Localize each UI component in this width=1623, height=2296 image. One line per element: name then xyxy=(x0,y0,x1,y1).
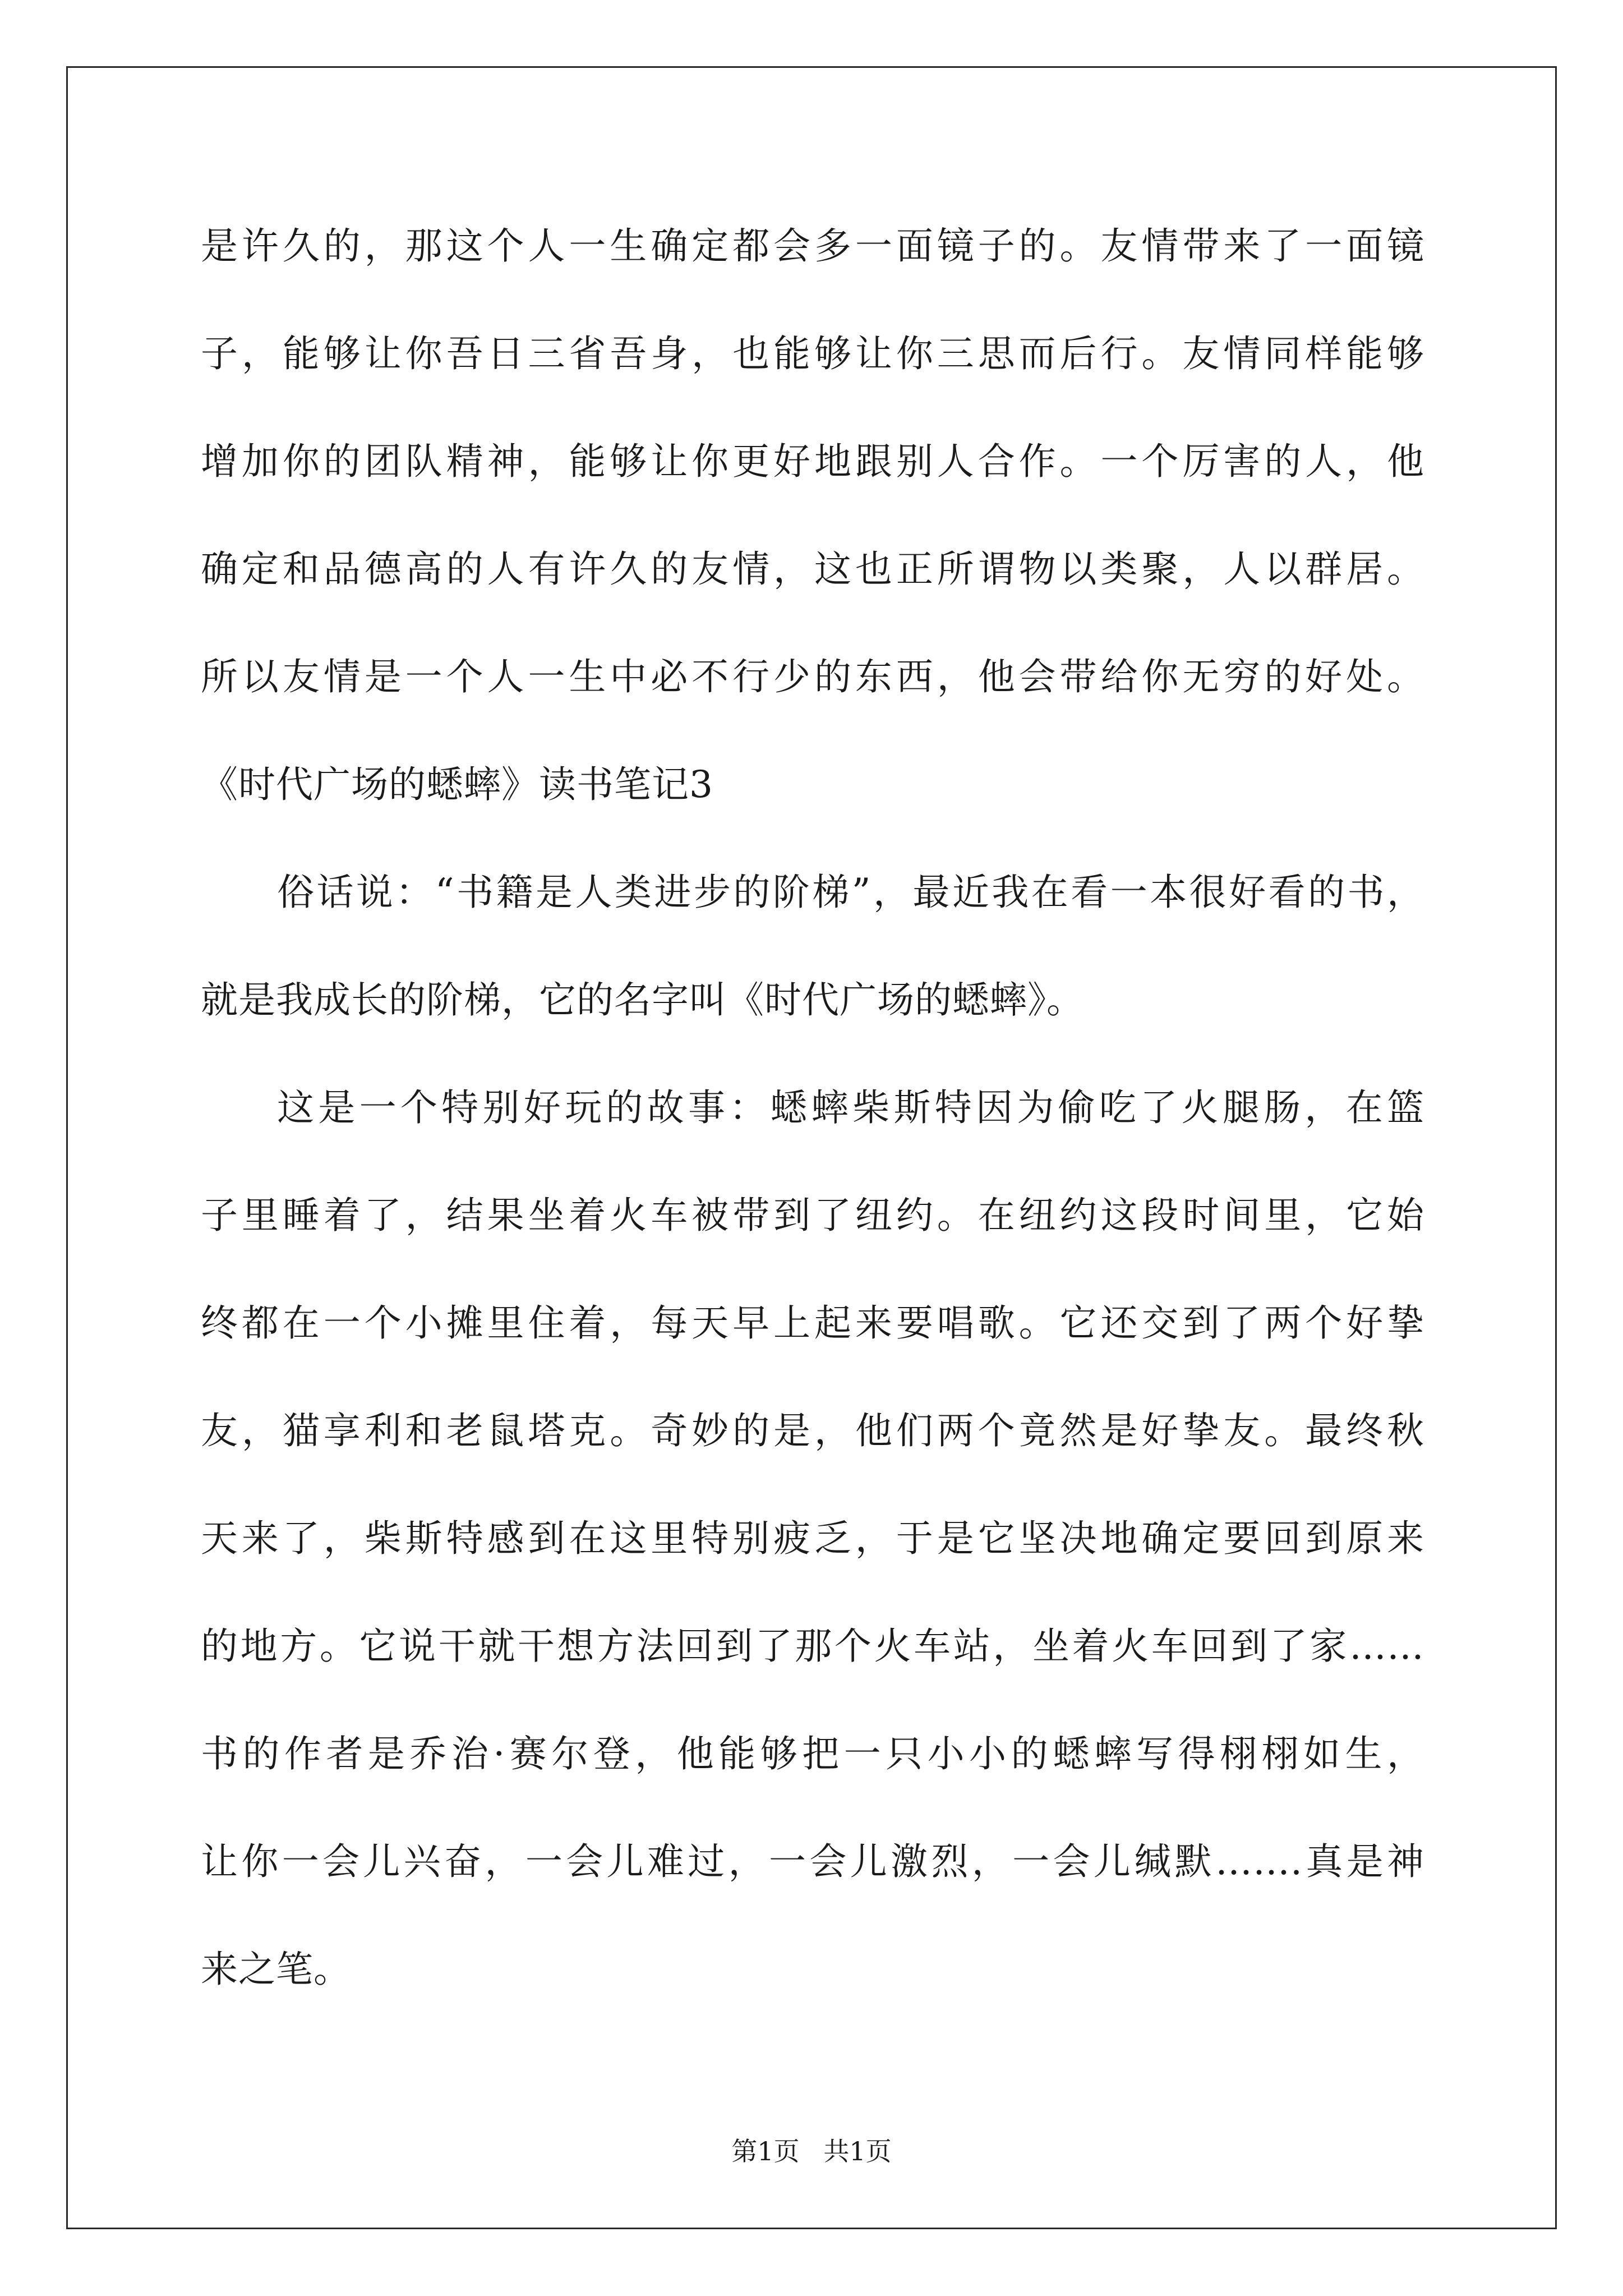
body-text-line: 的地方。它说干就干想方法回到了那个火车站，坐着火车回到了家…… xyxy=(201,1625,1424,1668)
body-text-line: 友，猫享利和老鼠塔克。奇妙的是，他们两个竟然是好挚友。最终秋 xyxy=(201,1409,1424,1452)
page-border xyxy=(66,66,1557,2229)
body-text-line: 书的作者是乔治·赛尔登，他能够把一只小小的蟋蟀写得栩栩如生， xyxy=(201,1732,1424,1775)
page-number: 第1页 xyxy=(731,2136,800,2166)
section-heading: 《时代广场的蟋蟀》读书笔记3 xyxy=(201,763,713,806)
page-footer xyxy=(0,2132,1623,2171)
body-text-line: 让你一会儿兴奋，一会儿难过，一会儿激烈，一会儿缄默…….真是神 xyxy=(201,1840,1424,1883)
body-text-line: 子，能够让你吾日三省吾身，也能够让你三思而后行。友情同样能够 xyxy=(201,332,1424,375)
body-text-line: 终都在一个小摊里住着，每天早上起来要唱歌。它还交到了两个好挚 xyxy=(201,1301,1424,1345)
body-text-line: 确定和品德高的人有许久的友情，这也正所谓物以类聚，人以群居。 xyxy=(201,547,1424,591)
body-text-line: 天来了，柴斯特感到在这里特别疲乏，于是它坚决地确定要回到原来 xyxy=(201,1517,1424,1560)
body-text-line: 是许久的，那这个人一生确定都会多一面镜子的。友情带来了一面镜 xyxy=(201,224,1424,268)
body-text-line: 就是我成长的阶梯，它的名字叫《时代广场的蟋蟀》。 xyxy=(201,978,1084,1022)
body-text-line: 子里睡着了，结果坐着火车被带到了纽约。在纽约这段时间里，它始 xyxy=(201,1194,1424,1237)
body-text-line: 所以友情是一个人一生中必不行少的东西，他会带给你无穷的好处。 xyxy=(201,655,1424,698)
body-text-line: 俗话说：“书籍是人类进步的阶梯”，最近我在看一本很好看的书， xyxy=(277,871,1424,914)
page-total: 共1页 xyxy=(823,2136,892,2166)
body-text-line: 增加你的团队精神，能够让你更好地跟别人合作。一个厉害的人，他 xyxy=(201,440,1424,483)
body-text-line: 来之笔。 xyxy=(201,1948,351,1991)
body-text-line: 这是一个特别好玩的故事：蟋蟀柴斯特因为偷吃了火腿肠，在篮 xyxy=(277,1086,1424,1129)
